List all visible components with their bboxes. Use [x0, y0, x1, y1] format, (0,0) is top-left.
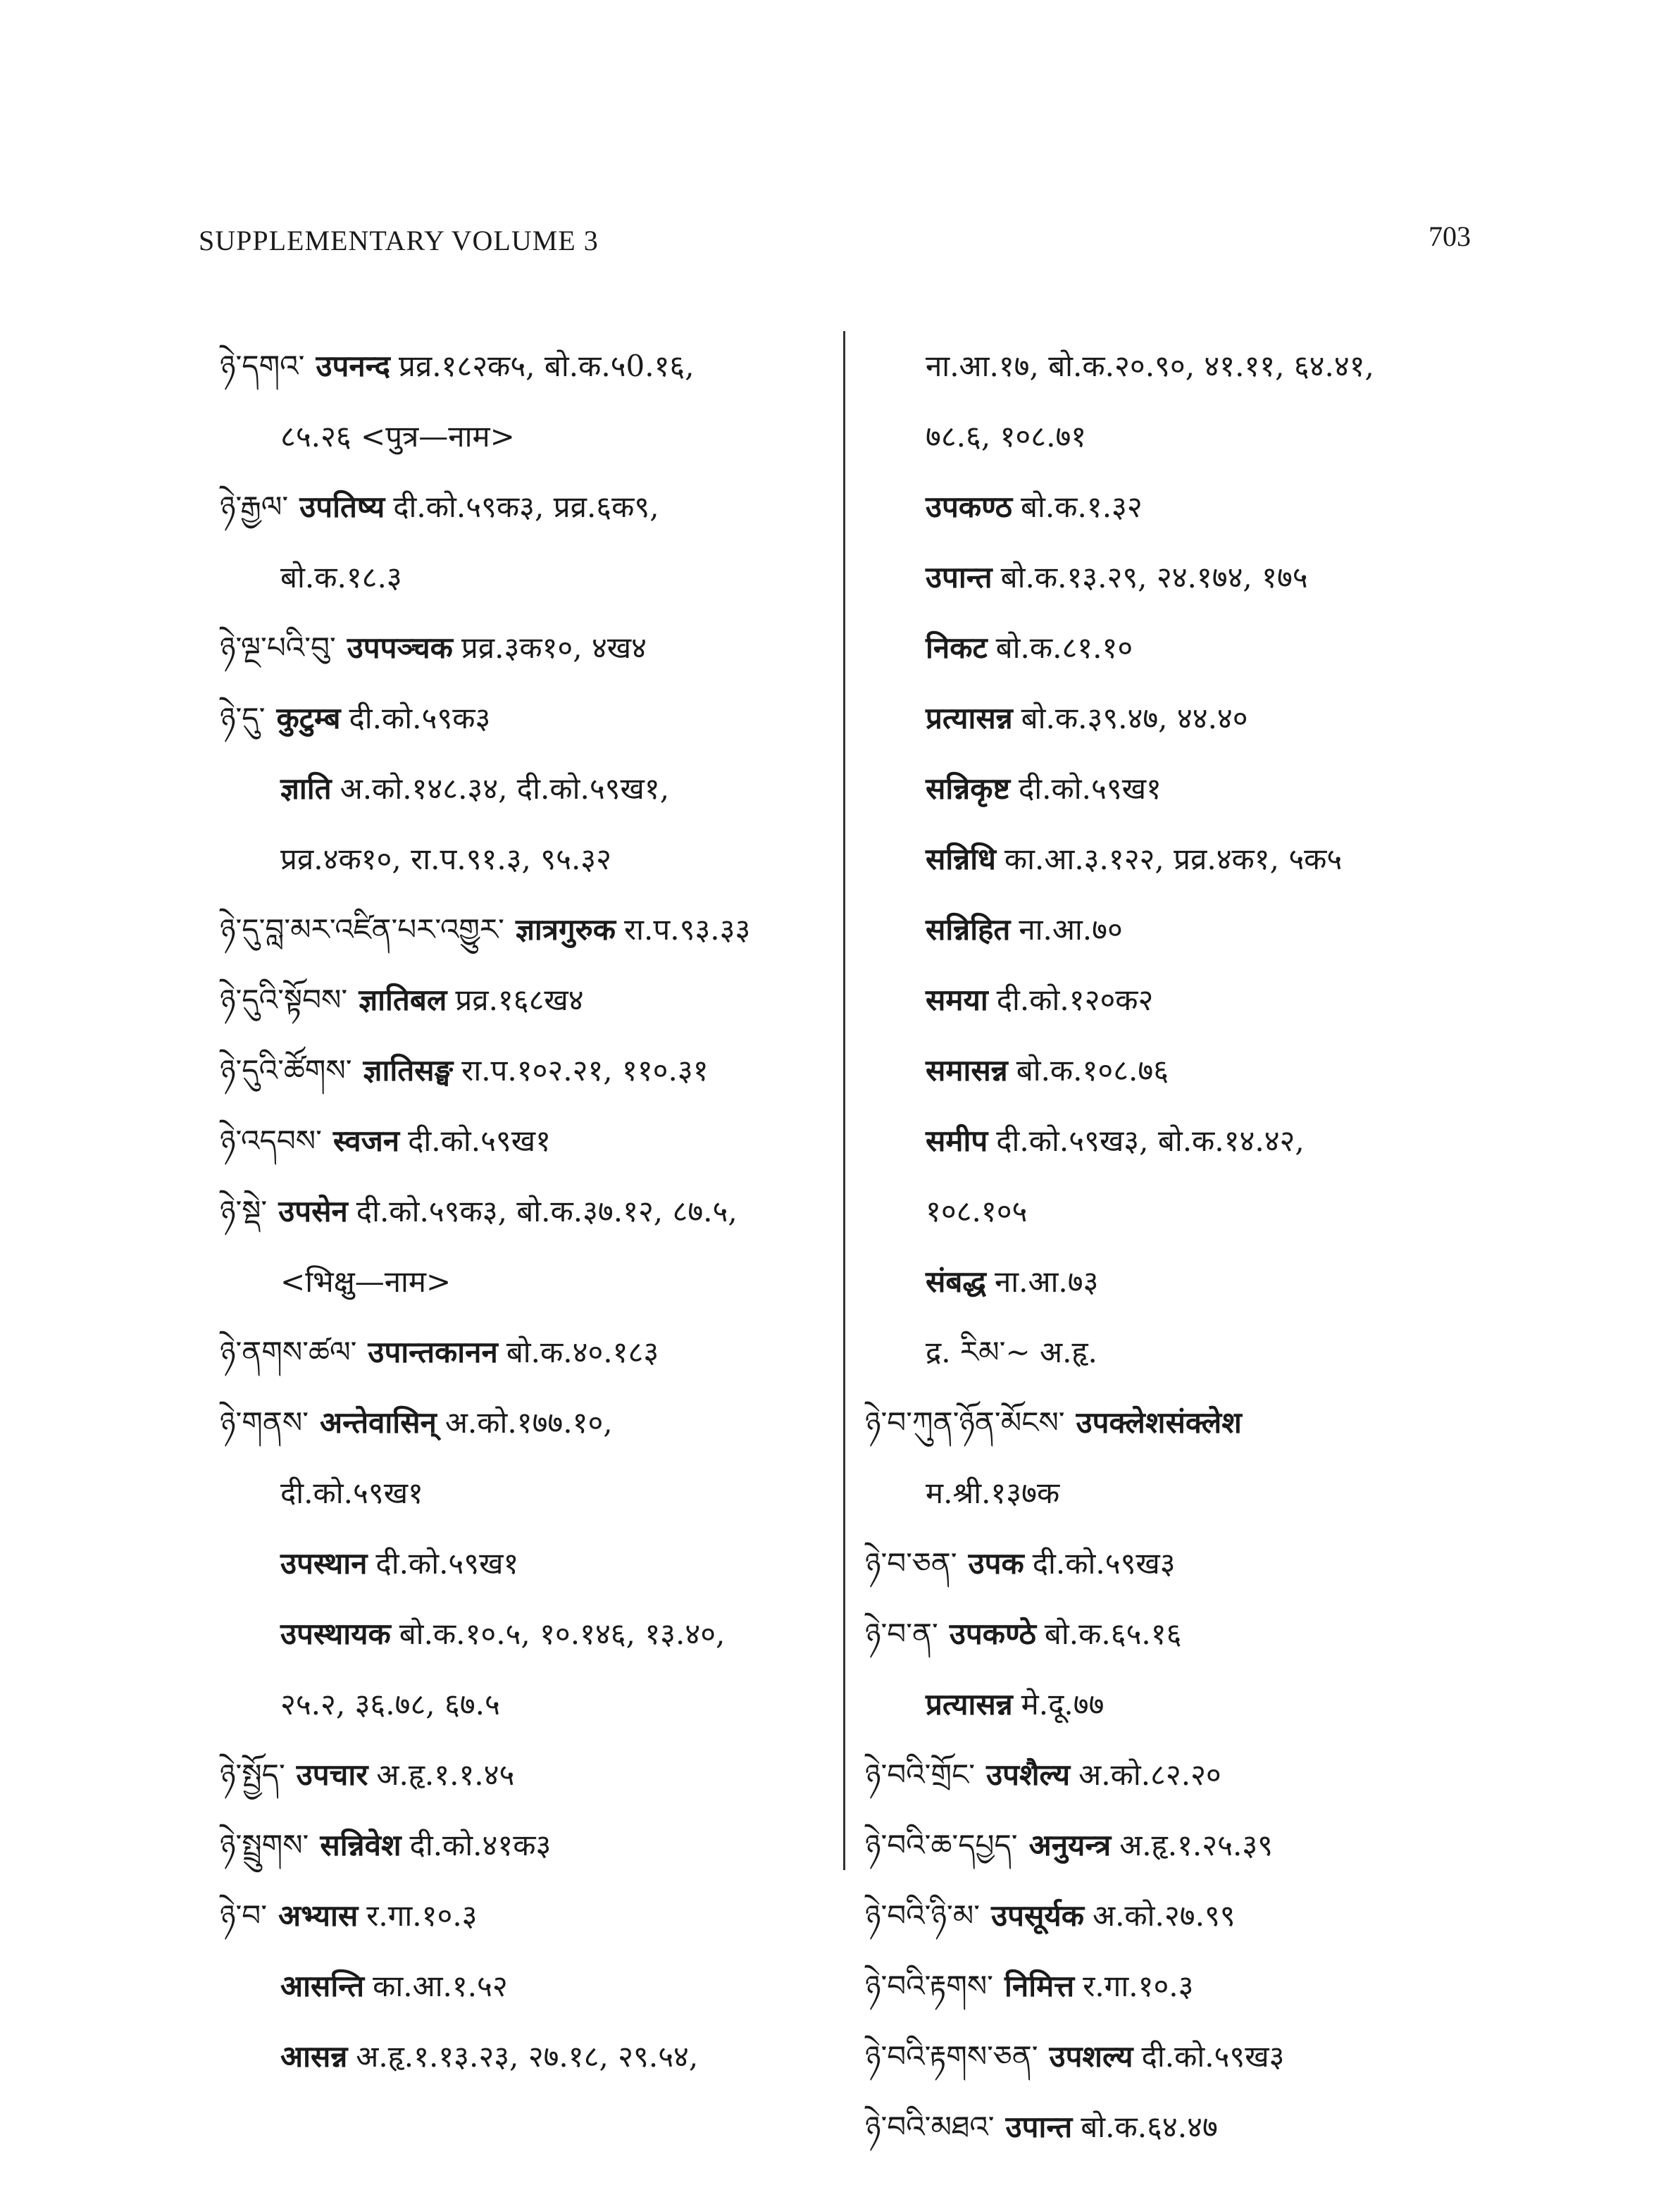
source-reference: अ.को.१४८.३४, दी.को.५९ख१,: [340, 771, 670, 806]
dictionary-line: [220, 1810, 840, 1881]
dictionary-line: [865, 683, 1541, 754]
running-head: SUPPLEMENTARY VOLUME 3: [199, 225, 599, 256]
source-reference: ना.आ.१७, बो.क.२०.९०, ४१.११, ६४.४१,: [926, 349, 1374, 383]
source-reference: अ.हृ.१.२५.३९: [1119, 1828, 1273, 1862]
sanskrit-equivalent: निमित्त: [1004, 1969, 1075, 2003]
sanskrit-equivalent: समीप: [926, 1123, 988, 1158]
source-reference: बो.क.१३.२९, २४.१७४, १७५: [1000, 560, 1308, 594]
sanskrit-equivalent: ज्ञात्रगुरुक: [515, 912, 616, 947]
dictionary-line: [865, 754, 1541, 824]
source-reference: ना.आ.७३: [994, 1264, 1099, 1299]
tibetan-headword: ཉེ་བ་ཀུན་ཉོན་མོངས་: [865, 1405, 1065, 1440]
source-reference: प्रव्र.१८२क५, बो.क.५0.१६,: [398, 349, 695, 383]
tibetan-headword: ཉེ་བའི་རྟགས་: [865, 1969, 993, 2003]
sanskrit-equivalent: सन्निधि: [926, 842, 996, 876]
source-reference: र.गा.१०.३: [1083, 1969, 1194, 2003]
source-reference: दी.को.५९ख१: [375, 1546, 519, 1581]
column-divider: [843, 331, 845, 1870]
source-reference: बो.क.१८.३: [280, 560, 402, 594]
sanskrit-equivalent: उपतिष्य: [299, 490, 385, 524]
dictionary-line: [865, 1529, 1541, 1599]
dictionary-line: [865, 1247, 1541, 1317]
sanskrit-equivalent: उपस्थायक: [280, 1617, 391, 1651]
sanskrit-equivalent: उपचार: [296, 1757, 368, 1792]
sanskrit-equivalent: सन्निकृष्ट: [926, 771, 1010, 806]
source-reference: दी.को.५९ख१: [1019, 771, 1162, 806]
dictionary-line: [220, 331, 840, 401]
source-reference: प्रव्र.३क१०, ४ख४: [461, 630, 647, 665]
dictionary-line: [865, 1599, 1541, 1669]
dictionary-line: [865, 1388, 1541, 1458]
dictionary-line: [220, 1740, 840, 1810]
dictionary-line: [220, 1247, 840, 1317]
dictionary-line: [865, 472, 1541, 542]
sanskrit-equivalent: कुटुम्ब: [276, 701, 341, 735]
sanskrit-equivalent: ज्ञातिसङ्घ: [363, 1053, 454, 1088]
source-reference: प्रव्र.१६८ख४: [455, 983, 584, 1017]
sanskrit-equivalent: ज्ञाति: [280, 771, 332, 806]
dictionary-line: [220, 965, 840, 1035]
dictionary-line: [865, 965, 1541, 1035]
sanskrit-equivalent: अभ्यास: [278, 1898, 359, 1933]
source-reference: बो.क.१०८.७६: [1016, 1053, 1169, 1088]
tibetan-headword: ཉེ་བའི་ཉི་མ་: [865, 1898, 981, 1933]
sanskrit-equivalent: उपकण्ठे: [949, 1617, 1036, 1651]
source-reference: र.गा.१०.३: [366, 1898, 478, 1933]
sanskrit-equivalent: उपशैल्य: [986, 1757, 1071, 1792]
source-reference: अ.को.१७७.१०,: [444, 1405, 613, 1440]
tibetan-headword: ཉེ་དུ་: [220, 701, 266, 735]
source-reference: दी.को.५९क३: [349, 701, 491, 735]
sanskrit-equivalent: उपस्थान: [280, 1546, 368, 1581]
tibetan-headword: ཉེ་སྤྲུགས་: [220, 1828, 309, 1862]
dictionary-line: [220, 1669, 840, 1740]
dictionary-line: [865, 1176, 1541, 1247]
sanskrit-equivalent: संबद्ध: [926, 1264, 986, 1299]
dictionary-line: [865, 1951, 1541, 2022]
source-reference: दी.को.५९ख३: [1032, 1546, 1176, 1581]
tibetan-headword: ཉེ་དུའི་སྟོབས་: [220, 983, 348, 1017]
dictionary-line: [865, 2092, 1541, 2162]
sanskrit-equivalent: उपक्लेशसंक्लेश: [1076, 1405, 1242, 1440]
dictionary-line: [865, 1669, 1541, 1740]
dictionary-line: [865, 401, 1541, 472]
page-number: 703: [1429, 220, 1471, 252]
source-reference: दी.को.५९ख१: [408, 1123, 551, 1158]
dictionary-line: [220, 2022, 840, 2092]
tibetan-headword: ཉེ་ནགས་ཚལ་: [220, 1335, 357, 1369]
sanskrit-equivalent: ज्ञातिबल: [359, 983, 447, 1017]
sanskrit-equivalent: उपक: [968, 1546, 1024, 1581]
dictionary-line: [865, 895, 1541, 965]
source-reference: बो.क.१०.५, १०.१४६, १३.४०,: [399, 1617, 726, 1651]
sanskrit-equivalent: अनुयन्त्र: [1028, 1828, 1112, 1862]
sanskrit-equivalent: प्रत्यासन्न: [926, 701, 1013, 735]
source-reference: अ.हृ.१.१३.२३, २७.१८, २९.५४,: [356, 2039, 699, 2074]
tibetan-headword: ཉེ་རྒྱལ་: [220, 490, 289, 524]
tibetan-headword: ཉེ་སྤྱོད་: [220, 1757, 285, 1792]
sanskrit-equivalent: आसन्न: [280, 2039, 348, 2074]
source-reference: द्र. རིམ་~ अ.हृ.: [926, 1335, 1097, 1369]
dictionary-line: [220, 1458, 840, 1529]
dictionary-line: [220, 683, 840, 754]
source-reference: बो.क.६५.१६: [1044, 1617, 1182, 1651]
source-reference: का.आ.१.५२: [373, 1969, 508, 2003]
source-reference: मे.दू.७७: [1021, 1687, 1105, 1722]
tibetan-headword: ཉེ་དུའི་ཚོགས་: [220, 1053, 352, 1088]
sanskrit-equivalent: उपपञ्चक: [347, 630, 453, 665]
dictionary-line: [865, 1881, 1541, 1951]
source-reference: दी.को.५९क३, बो.क.३७.१२, ८७.५,: [356, 1194, 738, 1228]
source-reference: बो.क.१.३२: [1021, 490, 1143, 524]
tibetan-headword: ཉེ་བ་ཅན་: [865, 1546, 957, 1581]
dictionary-line: [220, 1106, 840, 1176]
dictionary-line: [865, 2022, 1541, 2092]
dictionary-line: [865, 824, 1541, 895]
sanskrit-equivalent: निकट: [926, 630, 988, 665]
source-reference: अ.को.२७.९९: [1092, 1898, 1236, 1933]
dictionary-line: [865, 1317, 1541, 1388]
tibetan-headword: ཉེ་ལྔ་པའི་བུ་: [220, 630, 336, 665]
dictionary-line: [865, 1458, 1541, 1529]
tibetan-headword: ཉེ་སྡེ་: [220, 1194, 268, 1228]
tibetan-headword: ཉེ་བའི་ཆ་དཔྱད་: [865, 1828, 1018, 1862]
dictionary-line: [220, 1881, 840, 1951]
tibetan-headword: ཉེ་བའི་མཐའ་: [865, 2110, 995, 2144]
source-reference: बो.क.३९.४७, ४४.४०: [1021, 701, 1248, 735]
sanskrit-equivalent: उपान्त: [1005, 2110, 1073, 2144]
dictionary-line: [220, 895, 840, 965]
tibetan-headword: ཉེ་བའི་གྲོང་: [865, 1757, 976, 1792]
dictionary-line: [220, 401, 840, 472]
dictionary-line: [865, 613, 1541, 683]
dictionary-line: [865, 1035, 1541, 1106]
source-reference: बो.क.४०.१८३: [506, 1335, 659, 1369]
dictionary-line: [220, 542, 840, 613]
tibetan-headword: ཉེ་དུ་བླ་མར་འཛིན་པར་འགྱུར་: [220, 912, 504, 947]
sanskrit-equivalent: आसन्ति: [280, 1969, 365, 2003]
sanskrit-equivalent: उपकण्ठ: [926, 490, 1013, 524]
source-reference: का.आ.३.१२२, प्रव्र.४क१, ५क५: [1004, 842, 1343, 876]
source-reference: रा.प.१०२.२१, ११०.३१: [461, 1053, 709, 1088]
sanskrit-equivalent: प्रत्यासन्न: [926, 1687, 1013, 1722]
source-reference: दी.को.५९ख३, बो.क.१४.४२,: [996, 1123, 1305, 1158]
source-reference: अ.को.८२.२०: [1078, 1757, 1221, 1792]
source-reference: २५.२, ३६.७८, ६७.५: [280, 1687, 500, 1722]
tibetan-headword: ཉེ་དགའ་: [220, 349, 305, 383]
sanskrit-equivalent: सन्निवेश: [320, 1828, 402, 1862]
dictionary-line: [220, 824, 840, 895]
source-reference: बो.क.८१.१०: [995, 630, 1133, 665]
dictionary-line: [220, 1951, 840, 2022]
sanskrit-equivalent: सन्निहित: [926, 912, 1011, 947]
source-reference: ७८.६, १०८.७१: [926, 419, 1087, 454]
dictionary-line: [220, 1176, 840, 1247]
tibetan-headword: ཉེ་བ་ན་: [865, 1617, 938, 1651]
source-reference: दी.को.५९क३, प्रव्र.६क९,: [393, 490, 659, 524]
dictionary-line: [220, 472, 840, 542]
source-reference: १०८.१०५: [926, 1194, 1028, 1228]
source-reference: ना.आ.७०: [1019, 912, 1123, 947]
source-reference: दी.को.५९ख३: [1141, 2039, 1285, 2074]
sanskrit-equivalent: उपान्त: [926, 560, 993, 594]
sanskrit-equivalent: उपसेन: [278, 1194, 348, 1228]
sanskrit-equivalent: उपसूर्यक: [991, 1898, 1084, 1933]
dictionary-line: [220, 1388, 840, 1458]
source-reference: दी.को.१२०क२: [996, 983, 1154, 1017]
dictionary-line: [220, 613, 840, 683]
sanskrit-equivalent: उपनन्द: [316, 349, 390, 383]
left-column: [220, 331, 840, 2092]
source-reference: ८५.२६ <पुत्र—नाम>: [280, 419, 515, 454]
dictionary-line: [220, 1599, 840, 1669]
source-reference: म.श्री.१३७क: [926, 1476, 1060, 1510]
dictionary-line: [865, 1810, 1541, 1881]
tibetan-headword: ཉེ་གནས་: [220, 1405, 309, 1440]
source-reference: दी.को.४१क३: [409, 1828, 552, 1862]
sanskrit-equivalent: उपान्तकानन: [368, 1335, 498, 1369]
sanskrit-equivalent: अन्तेवासिन्: [320, 1405, 437, 1440]
source-reference: <भिक्षु—नाम>: [280, 1264, 452, 1299]
dictionary-line: [865, 1740, 1541, 1810]
right-column: [865, 331, 1541, 2162]
dictionary-line: [865, 331, 1541, 401]
tibetan-headword: ཉེ་འདབས་: [220, 1123, 322, 1158]
dictionary-line: [865, 542, 1541, 613]
source-reference: अ.हृ.१.१.४५: [376, 1757, 515, 1792]
sanskrit-equivalent: उपशल्य: [1049, 2039, 1133, 2074]
dictionary-line: [220, 754, 840, 824]
dictionary-line: [865, 1106, 1541, 1176]
source-reference: दी.को.५९ख१: [280, 1476, 423, 1510]
tibetan-headword: ཉེ་བའི་རྟགས་ཅན་: [865, 2039, 1038, 2074]
source-reference: बो.क.६४.४७: [1081, 2110, 1218, 2144]
dictionary-line: [220, 1529, 840, 1599]
source-reference: प्रव्र.४क१०, रा.प.९१.३, ९५.३२: [280, 842, 611, 876]
sanskrit-equivalent: समासन्न: [926, 1053, 1008, 1088]
sanskrit-equivalent: समया: [926, 983, 988, 1017]
dictionary-line: [220, 1317, 840, 1388]
sanskrit-equivalent: स्वजन: [332, 1123, 400, 1158]
tibetan-headword: ཉེ་བ་: [220, 1898, 268, 1933]
source-reference: रा.प.९३.३३: [623, 912, 751, 947]
dictionary-line: [220, 1035, 840, 1106]
